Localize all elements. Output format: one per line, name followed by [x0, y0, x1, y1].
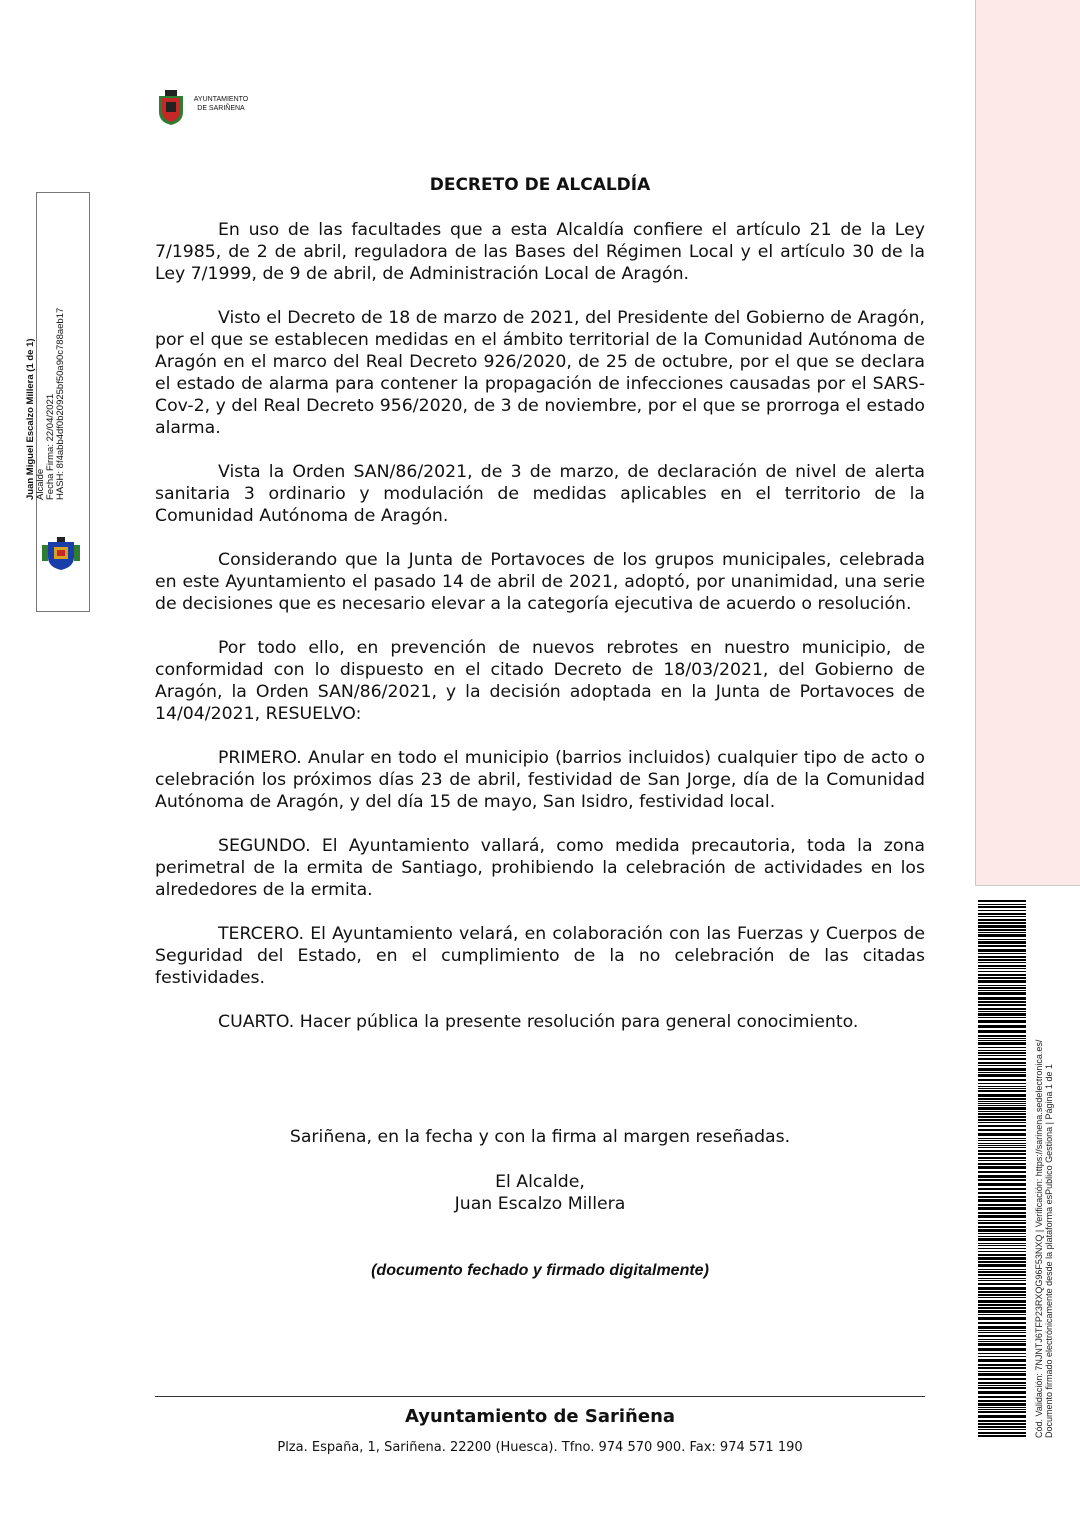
barcode-bar — [978, 1403, 1026, 1406]
barcode-bar — [978, 1415, 1026, 1418]
barcode-bar — [978, 1062, 1026, 1064]
verification-line-1: Cód. Validación: 7NJNTJ6TFP23RXQG96F53NXQ | Verificación: https://sarinena.sedelectronica.es/ — [1034, 1039, 1044, 1438]
barcode-bar — [978, 953, 1026, 954]
barcode-bar — [978, 1411, 1026, 1413]
barcode-bar — [978, 1088, 1026, 1089]
barcode-bar — [978, 945, 1026, 947]
barcode-bar — [978, 1038, 1026, 1039]
barcode-bar — [978, 1423, 1026, 1425]
barcode-bar — [978, 1254, 1026, 1256]
paragraph: Considerando que la Junta de Portavoces de los grupos municipales, celebrada en este Ayuntamiento el pasado 14 de abril de 2021, adoptó, por unanimidad, una serie de decisiones que es necesario elevar a la categoría ejecutiva de acuerdo o resolución. — [155, 550, 925, 614]
barcode-bar — [978, 1072, 1026, 1073]
barcode-bar — [978, 1183, 1026, 1186]
paragraph: CUARTO. Hacer pública la presente resolución para general conocimiento. — [218, 1012, 859, 1032]
barcode-bar — [978, 1086, 1026, 1087]
barcode-bar — [978, 1017, 1026, 1018]
barcode-bar — [978, 1212, 1026, 1214]
barcode-bar — [978, 990, 1026, 991]
footer-address: Plza. España, 1, Sariñena. 22200 (Huesca). Tfno. 974 570 900. Fax: 974 571 190 — [277, 1440, 803, 1455]
barcode-bar — [978, 1103, 1026, 1104]
barcode-bar — [978, 1314, 1026, 1315]
barcode-bar — [978, 1199, 1026, 1202]
logo-text — [186, 95, 256, 113]
barcode-bar — [978, 1226, 1026, 1228]
barcode-bar — [978, 1400, 1026, 1402]
barcode-bar — [978, 965, 1026, 967]
barcode-bar — [978, 1065, 1026, 1066]
barcode-icon — [978, 900, 1028, 1440]
barcode-bar — [978, 1317, 1026, 1320]
barcode-bar — [978, 1248, 1026, 1249]
barcode-bar — [978, 980, 1026, 983]
barcode-bar — [978, 1090, 1026, 1092]
barcode-bar — [978, 919, 1026, 921]
barcode-bar — [978, 1160, 1026, 1161]
barcode-bar — [978, 1356, 1026, 1357]
barcode-bar — [978, 1204, 1026, 1206]
barcode-bar — [978, 1042, 1026, 1045]
barcode-bar — [978, 1243, 1026, 1244]
barcode-bar — [978, 1138, 1026, 1139]
barcode-bar — [978, 1101, 1026, 1102]
barcode-bar — [978, 962, 1026, 963]
barcode-bar — [978, 1116, 1026, 1118]
paragraph: Visto el Decreto de 18 de marzo de 2021, del Presidente del Gobierno de Aragón, por el que se establecen medidas en el ámbito territorial de la Comunidad Autónoma de Aragón en el marco del Real Decreto 926/2020, de 25 de octubre, por el que se declara el estado de alarma para contener la propagación de infecciones causadas por el SARS-Cov-2, y del Real Decreto 956/2020, de 3 de noviembre, por el que se prorroga el estado alarma. — [155, 308, 925, 438]
barcode-bar — [978, 1188, 1026, 1190]
logo-line-1: AYUNTAMIENTO — [193, 96, 249, 103]
barcode-bar — [978, 1283, 1026, 1285]
document-body — [155, 219, 925, 1055]
barcode-bar — [978, 1278, 1026, 1279]
barcode-bar — [978, 1105, 1026, 1106]
barcode-bar — [978, 1047, 1026, 1048]
barcode-bar — [978, 1271, 1026, 1273]
barcode-bar — [978, 1171, 1026, 1173]
barcode-bar — [978, 1432, 1026, 1434]
barcode-bar — [978, 932, 1026, 933]
barcode-bar — [978, 1426, 1026, 1428]
barcode-bar — [978, 1359, 1026, 1362]
barcode-bar — [978, 900, 1026, 902]
barcode-bar — [978, 1280, 1026, 1281]
barcode-bar — [978, 997, 1026, 1000]
barcode-bar — [978, 1261, 1026, 1263]
barcode-bar — [978, 1287, 1026, 1290]
barcode-bar — [978, 1125, 1026, 1127]
barcode-bar — [978, 1274, 1026, 1276]
barcode-bar — [978, 977, 1026, 979]
coat-of-arms-icon — [40, 537, 82, 571]
signer-name: Juan Escalzo Millera — [454, 1194, 626, 1214]
barcode-bar — [978, 1098, 1026, 1100]
barcode-bar — [978, 1129, 1026, 1131]
barcode-bar — [978, 1382, 1026, 1384]
barcode-bar — [978, 1153, 1026, 1155]
barcode-bar — [978, 1111, 1026, 1112]
barcode-bar — [978, 1052, 1026, 1054]
barcode-bar — [978, 1196, 1026, 1198]
barcode-bar — [978, 1025, 1026, 1028]
barcode-bar — [978, 985, 1026, 986]
barcode-bar — [978, 1119, 1026, 1121]
barcode-bar — [978, 1094, 1026, 1097]
stamp-role: Alcalde — [35, 468, 46, 500]
barcode-bar — [978, 1074, 1026, 1077]
barcode-bar — [978, 1245, 1026, 1246]
barcode-bar — [978, 1192, 1026, 1194]
barcode-bar — [978, 1163, 1026, 1165]
barcode-bar — [978, 1429, 1026, 1430]
barcode-bar — [978, 913, 1026, 915]
barcode-bar — [978, 1364, 1026, 1366]
margin-band — [975, 0, 1080, 886]
barcode-bar — [978, 1378, 1026, 1380]
barcode-bar — [978, 1373, 1026, 1376]
barcode-bar — [978, 1222, 1026, 1224]
paragraph: En uso de las facultades que a esta Alcaldía confiere el artículo 21 de la Ley 7/1985, de 2 de abril, reguladora de las Bases del Régimen Local y el artículo 30 de la Ley 7/1999, de 9 de abril, de Administración Local de Aragón. — [155, 220, 925, 284]
barcode-bar — [978, 1257, 1026, 1260]
stamp-date: Fecha Firma: 22/04/2021 — [45, 393, 56, 500]
paragraph: PRIMERO. Anular en todo el municipio (barrios incluidos) cualquier tipo de acto o celebración los próximos días 23 de abril, festividad de San Jorge, día de la Comunidad Autónoma de Aragón, y del día 15 de mayo, San Isidro, festividad local. — [155, 748, 925, 812]
barcode-bar — [978, 1035, 1026, 1037]
barcode-bar — [978, 922, 1026, 924]
barcode-bar — [978, 1030, 1026, 1033]
paragraph: SEGUNDO. El Ayuntamiento vallará, como medida precautoria, toda la zona perimetral de la ermita de Santiago, prohibiendo la celebración de actividades en los alrededores de la ermita. — [155, 836, 925, 900]
logo-line-2: DE SARIÑENA — [197, 105, 245, 112]
barcode-bar — [978, 1348, 1026, 1351]
barcode-bar — [978, 1291, 1026, 1293]
barcode-bar — [978, 1238, 1026, 1241]
stamp-hash: HASH: 8f4abb4df0b20925bf50a90c788aeb17 — [55, 307, 66, 500]
barcode-bar — [978, 939, 1026, 940]
barcode-bar — [978, 1341, 1026, 1342]
barcode-bar — [978, 1435, 1026, 1437]
barcode-bar — [978, 1294, 1026, 1296]
barcode-bar — [978, 904, 1026, 905]
barcode-bar — [978, 949, 1026, 952]
verification-line-2: Documento firmado electrónicamente desde la plataforma esPublico Gestiona | Página 1 de 1 — [1044, 1063, 1054, 1438]
barcode-bar — [978, 1371, 1026, 1372]
paragraph: TERCERO. El Ayuntamiento velará, en colaboración con las Fuerzas y Cuerpos de Seguridad del Estado, en el cumplimiento de la no celebración de las citadas festividades. — [155, 924, 925, 988]
digital-signature-note: (documento fechado y firmado digitalmente) — [371, 1262, 709, 1279]
barcode-bar — [978, 1407, 1026, 1408]
validation-barcode — [978, 900, 1028, 1440]
barcode-bar — [978, 1322, 1026, 1324]
barcode-bar — [978, 906, 1026, 908]
barcode-bar — [978, 1330, 1026, 1331]
place-date: Sariñena, en la fecha y con la firma al margen reseñadas. — [289, 1127, 791, 1147]
barcode-bar — [978, 1310, 1026, 1313]
barcode-bar — [978, 1079, 1026, 1081]
barcode-bar — [978, 1326, 1026, 1329]
barcode-bar — [978, 1420, 1026, 1422]
barcode-bar — [978, 1058, 1026, 1060]
barcode-bar — [978, 1233, 1026, 1234]
coat-of-arms-icon — [156, 90, 186, 126]
barcode-bar — [978, 959, 1026, 961]
barcode-bar — [978, 1236, 1026, 1237]
barcode-bar — [978, 1409, 1026, 1410]
paragraph: Vista la Orden SAN/86/2021, de 3 de marzo, de declaración de nivel de alerta sanitaria 3 ordinario y modulación de medidas aplicables en el territorio de la Comunidad Autónoma de Aragón. — [155, 462, 925, 526]
barcode-bar — [978, 910, 1026, 911]
barcode-bar — [978, 1068, 1026, 1071]
barcode-bar — [978, 956, 1026, 958]
barcode-bar — [978, 1011, 1026, 1012]
barcode-bar — [978, 1143, 1026, 1144]
barcode-bar — [978, 987, 1026, 989]
barcode-bar — [978, 1175, 1026, 1178]
barcode-bar — [978, 1297, 1026, 1298]
barcode-bar — [978, 971, 1026, 972]
paragraph: Por todo ello, en prevención de nuevos rebrotes en nuestro municipio, de conformidad con lo dispuesto en el citado Decreto de 18/03/2021, del Gobierno de Aragón, la Orden SAN/86/2021, y la decisión adoptada en la Junta de Portavoces de 14/04/2021, RESUELVO: — [155, 638, 925, 724]
barcode-bar — [978, 1229, 1026, 1232]
barcode-bar — [978, 992, 1026, 995]
barcode-bar — [978, 1145, 1026, 1146]
barcode-bar — [978, 1008, 1026, 1010]
barcode-bar — [978, 1335, 1026, 1337]
barcode-bar — [978, 1387, 1026, 1389]
barcode-bar — [978, 1147, 1026, 1148]
barcode-bar — [978, 929, 1026, 931]
barcode-bar — [978, 941, 1026, 944]
barcode-bar — [978, 1307, 1026, 1309]
barcode-bar — [978, 1353, 1026, 1354]
barcode-bar — [978, 1140, 1026, 1141]
barcode-bar — [978, 1055, 1026, 1056]
barcode-bar — [978, 1391, 1026, 1394]
signer-role: El Alcalde, — [495, 1172, 585, 1192]
barcode-bar — [978, 1107, 1026, 1110]
document-title: DECRETO DE ALCALDÍA — [429, 175, 651, 195]
barcode-bar — [978, 1251, 1026, 1252]
barcode-bar — [978, 934, 1026, 937]
footer-org-name: Ayuntamiento de Sariñena — [404, 1406, 676, 1427]
barcode-bar — [978, 1215, 1026, 1218]
barcode-bar — [978, 1013, 1026, 1016]
barcode-bar — [978, 916, 1026, 917]
barcode-bar — [978, 1001, 1026, 1003]
barcode-bar — [978, 1269, 1026, 1270]
barcode-bar — [978, 1113, 1026, 1115]
barcode-bar — [978, 1050, 1026, 1051]
barcode-bar — [978, 974, 1026, 976]
barcode-bar — [978, 1343, 1026, 1346]
barcode-bar — [978, 1300, 1026, 1303]
barcode-bar — [978, 1166, 1026, 1169]
barcode-bar — [978, 1220, 1026, 1221]
barcode-bar — [978, 968, 1026, 969]
barcode-bar — [978, 1004, 1026, 1006]
barcode-bar — [978, 1157, 1026, 1159]
council-logo — [152, 60, 258, 156]
barcode-bar — [978, 1179, 1026, 1181]
barcode-bar — [978, 1396, 1026, 1398]
barcode-bar — [978, 1339, 1026, 1340]
barcode-bar — [978, 1040, 1026, 1041]
footer-divider — [155, 1396, 925, 1397]
barcode-bar — [978, 1367, 1026, 1369]
barcode-bar — [978, 1150, 1026, 1152]
barcode-bar — [978, 1332, 1026, 1333]
barcode-bar — [978, 1133, 1026, 1136]
barcode-bar — [978, 1304, 1026, 1306]
barcode-bar — [978, 1020, 1026, 1023]
barcode-bar — [978, 1122, 1026, 1123]
barcode-bar — [978, 1385, 1026, 1386]
barcode-bar — [978, 925, 1026, 928]
barcode-bar — [978, 1207, 1026, 1210]
stamp-signer: Juan Miguel Escalzo Millera (1 de 1) — [25, 338, 36, 500]
barcode-bar — [978, 1264, 1026, 1267]
barcode-bar — [978, 1083, 1026, 1084]
